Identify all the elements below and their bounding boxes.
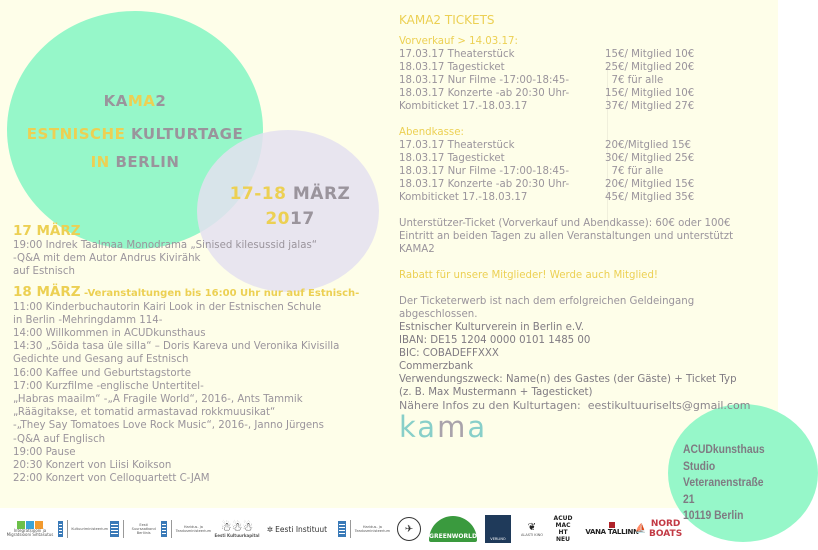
sponsor-logo-swallow	[396, 514, 422, 544]
coat-of-arms-icon	[161, 521, 167, 537]
bank-line: Estnischer Kulturverein in Berlin e.V.	[399, 322, 584, 333]
supporter-line: KAMA2	[399, 244, 435, 255]
day2-line: 14:00 Willkommen in ACUDkunsthaus	[13, 328, 206, 340]
payment-example: (z. B. Max Mustermann + Tagesticket)	[399, 387, 593, 398]
boat-icon: ⛵	[635, 524, 647, 534]
sponsor-logo-education-ministry-2: Haridus- ja Teadusministeerium	[338, 514, 390, 544]
price-row: 18.03.17 Konzerte -ab 20:30 Uhr- 20€/ Mitglied 15€	[399, 179, 695, 190]
sponsor-footer	[0, 508, 778, 550]
sponsor-logo-acud-macht-neu: ACUD MACHT NEU	[553, 515, 573, 543]
payment-note: abgeschlossen.	[399, 309, 478, 320]
day2-line: Gedichte und Gesang auf Estnisch	[13, 354, 189, 366]
day2-line: „Räägitakse, et tomatid armastavad rokkmuusikat“	[13, 407, 276, 419]
boxoffice-heading: Abendkasse:	[399, 127, 464, 138]
day2-line: 16:00 Kaffee und Geburtstagstorte	[13, 367, 192, 379]
day2-heading: 18 MÄRZ -Veranstaltungen bis 16:00 Uhr nur auf Estnisch-	[13, 283, 360, 300]
day2-line: -„They Say Tomatoes Love Rock Music“, 2016-, Janno Jürgens	[13, 420, 324, 432]
price-row: 18.03.17 Tagesticket 25€/ Mitglied 20€	[399, 62, 695, 73]
festival-dates: 17-18 MÄRZ	[229, 184, 351, 204]
tickets-title: KAMA2 TICKETS	[399, 13, 495, 27]
day2-line: 17:00 Kurzfilme -englische Untertitel-	[13, 380, 204, 392]
price-row: 18.03.17 Tagesticket 30€/ Mitglied 25€	[399, 153, 695, 164]
day2-line: in Berlin -Mehringdamm 114-	[13, 314, 163, 326]
bic: BIC: COBADEFFXXX	[399, 348, 499, 359]
sponsor-logo-vana-tallinn: VANA TALLINN	[582, 514, 642, 544]
price-row: 18.03.17 Nur Filme -17:00-18:45- 7€ für alle	[399, 166, 664, 177]
day2-line: 22:00 Konzert von Celloquartett C-JAM	[13, 473, 210, 485]
coat-of-arms-icon	[110, 521, 119, 537]
day2-line: -Q&A auf Englisch	[13, 433, 106, 445]
payment-note: Der Ticketerwerb ist nach dem erfolgreichen Geldeingang	[399, 296, 695, 307]
festival-year: 2017	[265, 209, 315, 229]
swallow-icon: ✈	[397, 517, 421, 541]
day1-line: -Q&A mit dem Autor Andrus Kivirähk	[13, 253, 201, 265]
sponsor-logo-embassy: Eesti Suursaatkond Berliinis	[110, 514, 160, 544]
festival-location: IN BERLIN	[90, 153, 180, 171]
kama-logo: kama	[399, 410, 488, 444]
bank-name: Commerzbank	[399, 361, 474, 372]
coat-of-arms-icon	[338, 521, 346, 537]
festival-name: KAMA2	[103, 92, 167, 110]
coat-of-arms-icon	[58, 521, 63, 537]
sponsor-logo-education-ministry: Haridus- ja Teadusministeerium	[161, 514, 211, 544]
venue-address: ACUDkunsthaus Studio Veteranenstraße 21 10119 Berlin	[683, 444, 765, 522]
sponsor-logo-verlino: VERLINO	[484, 514, 512, 544]
leaf-icon: ❦	[527, 521, 537, 533]
program-schedule	[13, 224, 383, 485]
price-row: Kombiticket 17.-18.03.17 45€/ Mitglied 35€	[399, 192, 695, 203]
member-discount: Rabatt für unsere Mitglieder! Werde auch Mitglied!	[399, 270, 658, 281]
price-row: 18.03.17 Nur Filme -17:00-18:45- 7€ für alle	[399, 75, 664, 86]
more-info: Nähere Infos zu den Kulturtagen: eestikultuuriselts@gmail.com	[399, 399, 751, 412]
sponsor-logo-greenworld: GREENWORLD	[428, 514, 478, 544]
day1-line: auf Estnisch	[13, 266, 75, 278]
iban: IBAN: DE15 1204 0000 0101 1485 00	[399, 335, 591, 346]
day1-heading: 17 MÄRZ	[13, 223, 81, 239]
price-row: 17.03.17 Theaterstück 15€/ Mitglied 10€	[399, 49, 695, 60]
sponsor-logo-estonian-institute: ✲ Eesti Instituut	[266, 524, 328, 534]
sponsor-logo-culture-ministry: Kultuuriministeerium	[58, 514, 108, 544]
sponsor-logo-integration-foundation: Integratsiooni ja Migratsiooni Sihtasutus	[6, 514, 54, 544]
payment-reference: Verwendungszweck: Name(n) des Gastes (der Gäste) + Ticket Typ	[399, 374, 737, 385]
day2-line: 11:00 Kinderbuchautorin Kairi Look in der Estnischen Schule	[13, 301, 322, 313]
sponsor-logo-alasti-kino: ❦ ALASTI KINO	[520, 521, 544, 537]
price-row: 17.03.17 Theaterstück 20€/Mitglied 15€	[399, 140, 692, 151]
sponsor-logo-nord-boats: ⛵ NORD BOATS	[635, 519, 683, 539]
price-row: Kombiticket 17.-18.03.17 37€/ Mitglied 27€	[399, 101, 695, 112]
price-row: 18.03.17 Konzerte -ab 20:30 Uhr- 15€/ Mitglied 10€	[399, 88, 695, 99]
presale-heading: Vorverkauf > 14.03.17:	[399, 36, 518, 47]
day1-line: 19:00 Indrek Taalmaa Monodrama „Sinised kilesussid jalas“	[13, 240, 318, 251]
tickets-section	[399, 14, 779, 442]
festival-subtitle: ESTNISCHE KULTURTAGE	[26, 125, 244, 143]
supporter-line: Eintritt an beiden Tagen zu allen Veranstaltungen und unterstützt	[399, 231, 734, 242]
day2-line: „Habras maailm“ -„A Fragile World“, 2016-, Ants Tammik	[13, 394, 303, 406]
contact-email-link[interactable]: eestikultuuriselts@gmail.com	[587, 399, 751, 412]
day2-line: 19:00 Pause	[13, 446, 76, 458]
supporter-line: Unterstützer-Ticket (Vorverkauf und Abendkasse): 60€ oder 100€	[399, 218, 731, 229]
institute-emblem-icon: ✲	[266, 524, 274, 534]
sponsor-logo-cultural-endowment: ☃☃☃ Eesti Kultuurkapital	[214, 519, 260, 538]
figures-icon: ☃☃☃	[220, 519, 254, 534]
day2-line: 20:30 Konzert von Liisi Koikson	[13, 460, 172, 472]
day2-line: 14:30 „Sõida tasa üle silla“ – Doris Kareva und Veronika Kivisilla	[13, 341, 340, 353]
